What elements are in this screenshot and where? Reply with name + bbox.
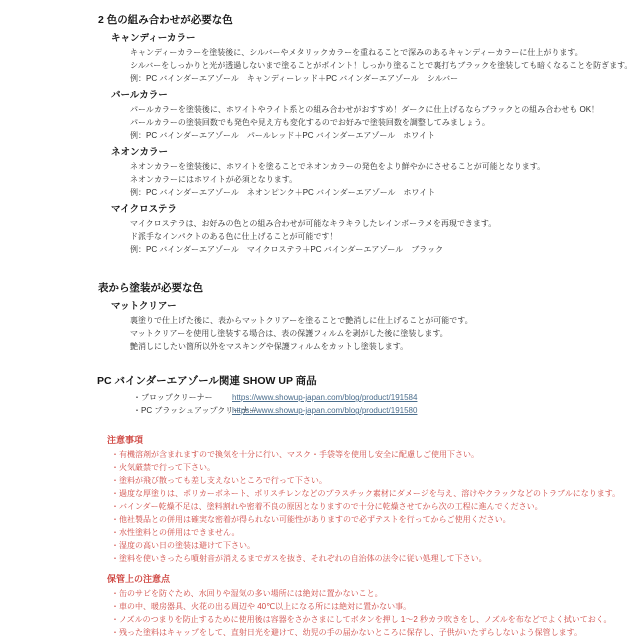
- storage-note-item: ・残った塗料はキャップをして、直射日光を避けて、幼児の手の届かないところに保存し、子供がいたずらしないよう保管します。: [111, 628, 583, 637]
- product-row: [133, 391, 640, 404]
- color-group-matte-clear: [0, 300, 640, 353]
- storage-note-item: ・車の中、暖房器具、火花の出る周辺や 40℃以上になる所には絶対に置かない事。: [111, 602, 412, 611]
- body-line: 裏塗りで仕上げた後に、表からマットクリアーを塗ることで艶消しに仕上げることが可能です。: [130, 316, 473, 325]
- body-line: マイクロステラは、お好みの色との組み合わせが可能なキラキラしたレインボーラメを再現できます。: [130, 219, 497, 228]
- example-line: 例：PC バインダーエアゾール キャンディーレッド＋PC バインダーエアゾール シルバー: [130, 74, 459, 83]
- caution-item: ・塗料を使いきったら噴射音が消えるまでガスを抜き、それぞれの自治体の法令に従い処理して下さい。: [111, 554, 487, 563]
- caution-item: ・バインダー乾燥不足は、塗料割れや密着不良の原因となりますので十分に乾燥させてから次の工程に進んでください。: [111, 502, 543, 511]
- caution-item: ・火気厳禁で行って下さい。: [111, 463, 215, 472]
- body-line: ネオンカラーにはホワイトが必須となります。: [130, 175, 298, 184]
- section-title-front-paint: 表から塗装が必要な色: [98, 282, 203, 294]
- example-line: 例：PC バインダーエアゾール ネオンピンク＋PC バインダーエアゾール ホワイト: [130, 188, 436, 197]
- caution-item: ・水性塗料との併用はできません。: [111, 528, 240, 537]
- group-heading: パールカラー: [111, 90, 168, 101]
- body-line: パールカラーの塗装回数でも発色や見え方も変化するのでお好みで塗装回数を調整してみましょう。: [130, 118, 490, 127]
- body-line: シルバーをしっかりと光が透過しないまで塗ることがポイント！しっかり塗ることで裏打ちブラックを塗装しても暗くなることを防ぎます。: [130, 61, 633, 70]
- body-line: ド派手なインパクトのある色に仕上げることが可能です！: [130, 232, 338, 241]
- storage-note-item: ・ノズルのつまりを防止するために使用後は容器をさかさまにしてボタンを押し 1～2 秒カラ吹きをし、ノズルを布などでよく拭いておく。: [111, 615, 612, 624]
- body-line: 艶消しにしたい箇所以外をマスキングや保護フィルムをカットし塗装します。: [130, 342, 409, 351]
- body-line: パールカラーを塗装後に、ホワイトやライト系との組み合わせがおすすめ！ダークに仕上げるならブラックとの組み合わせも OK！: [130, 105, 600, 114]
- product-link[interactable]: https://www.showup-japan.com/blog/product/191584: [232, 393, 418, 402]
- caution-item: ・塗料が飛び散っても差し支えないところで行って下さい。: [111, 476, 327, 485]
- example-line: 例：PC バインダーエアゾール パールレッド＋PC バインダーエアゾール ホワイト: [130, 131, 436, 140]
- color-group-pearl: [0, 89, 640, 142]
- group-heading: マットクリアー: [111, 301, 177, 312]
- caution-item: ・湿度の高い日の塗装は避けて下さい。: [111, 541, 255, 550]
- caution-item: ・他社製品との併用は確実な密着が得られない可能性がありますので必ずテストを行ってからご使用ください。: [111, 515, 511, 524]
- storage-notes-title: 保管上の注意点: [107, 574, 171, 584]
- example-line: 例：PC バインダーエアゾール マイクロステラ＋PC バインダーエアゾール ブラック: [130, 245, 444, 254]
- color-group-neon: [0, 146, 640, 199]
- body-line: キャンディーカラーを塗装後に、シルバーやメタリックカラーを重ねることで深みのあるキャンディーカラーに仕上がります。: [130, 48, 583, 57]
- product-label: ・ブロップクリーナー: [133, 393, 213, 402]
- product-row: [133, 404, 640, 417]
- caution-item: ・過度な厚塗りは、ポリカーボネート、ポリスチレンなどのプラスチック素材にダメージを与え、溶けやクラックなどのトラブルになります。: [111, 489, 621, 498]
- group-heading: ネオンカラー: [111, 147, 169, 158]
- section-title-two-color-combo: 2 色の組み合わせが必要な色: [98, 14, 233, 26]
- group-heading: キャンディーカラー: [111, 33, 196, 44]
- color-group-candy: [0, 32, 640, 85]
- product-label: ・PC ブラッシュアップクリーナー: [133, 406, 258, 415]
- product-link[interactable]: https://www.showup-japan.com/blog/product/191580: [232, 406, 418, 415]
- section-title-related-products: PC バインダーエアゾール関連 SHOW UP 商品: [97, 375, 317, 387]
- body-line: マットクリアーを使用し塗装する場合は、表の保護フィルムを剥がした後に塗装します。: [130, 329, 448, 338]
- group-heading: マイクロステラ: [111, 204, 177, 215]
- body-line: ネオンカラーを塗装後に、ホワイトを塗ることでネオンカラーの発色をより鮮やかにさせることが可能となります。: [130, 162, 546, 171]
- storage-note-item: ・缶のサビを防ぐため、水回りや湿気の多い場所には絶対に置かないこと。: [111, 589, 383, 598]
- caution-item: ・有機溶剤が含まれますので換気を十分に行い、マスク・手袋等を使用し安全に配慮しご使用下さい。: [111, 450, 479, 459]
- color-group-microstella: [0, 203, 640, 256]
- cautions-title: 注意事項: [107, 435, 144, 445]
